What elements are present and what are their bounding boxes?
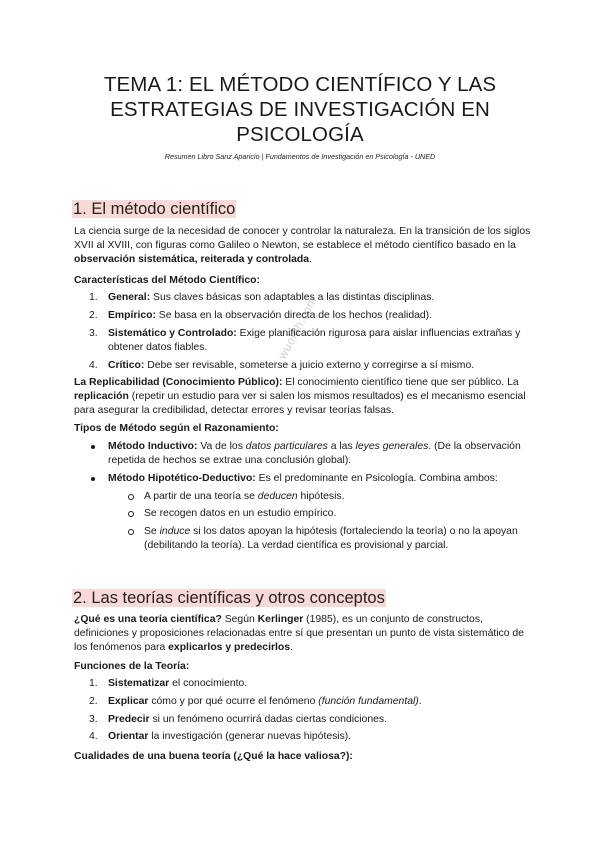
- list-number: 1.: [89, 678, 98, 690]
- list-item: [74, 472, 534, 486]
- list-item: [74, 490, 534, 504]
- list-item: [74, 440, 534, 468]
- list-item: [74, 309, 534, 323]
- list-item: [74, 525, 534, 553]
- section-1-heading: [72, 199, 236, 219]
- deductive-text: Es el predominante en Psicología. Combina ambos:: [255, 473, 498, 485]
- replicability-bold: replicación: [74, 391, 129, 403]
- section-2-heading-text: 2. Las teorías científicas y otros conceptos: [73, 589, 385, 607]
- list-text: Sus claves básicas son adaptables a las distintas disciplinas.: [150, 292, 435, 304]
- list-number: 1.: [89, 292, 98, 304]
- document-title: [60, 72, 540, 147]
- title-line-1: TEMA 1: EL MÉTODO CIENTÍFICO Y LAS: [103, 73, 497, 96]
- list-text: cómo y por qué ocurre el fenómeno: [148, 696, 319, 708]
- intro-end: .: [309, 254, 312, 266]
- list-term: Empírico:: [108, 310, 156, 322]
- list-number: 3.: [89, 327, 98, 339]
- replicability-text-2: (repetir un estudio para ver si salen los mismos resultados) es el mecanismo esencial para asegurar la credibilidad, detectar errores y revisar teorías falsas.: [74, 391, 526, 417]
- deductive-steps-list: [74, 490, 534, 554]
- circle-bullet-icon: [128, 511, 134, 517]
- inductive-italic-1: datos particulares: [245, 441, 328, 453]
- bullet-icon: [91, 477, 95, 481]
- theory-bold-1: Kerlinger: [257, 614, 304, 625]
- replicability-paragraph: [74, 376, 534, 419]
- step-italic: deducen: [257, 490, 298, 502]
- step-text: Se recogen datos en un estudio empírico.: [144, 508, 337, 520]
- theory-bold-2: explicarlos y predecirlos: [168, 642, 291, 654]
- inductive-text-1: Va de los: [197, 441, 246, 453]
- section-1-body: [74, 225, 534, 554]
- theory-definition-paragraph: [74, 613, 534, 656]
- characteristics-list: [74, 291, 534, 373]
- list-text: Exige planificación rigurosa para aislar influencias extrañas y obtener datos fiables.: [108, 327, 521, 353]
- list-term: Predecir: [108, 713, 150, 725]
- list-text-end: .: [418, 696, 422, 708]
- step-text: Se: [144, 526, 160, 538]
- list-term: Sistematizar: [108, 678, 170, 690]
- characteristics-heading: [74, 274, 534, 288]
- inductive-text-3: . (De la observación repetida de hechos se extrae una conclusión global).: [108, 441, 521, 467]
- title-line-3: PSICOLOGÍA: [236, 123, 364, 146]
- document-subtitle: Resumen Libro Sanz Aparicio | Fundamentos de Investigación en Psicología - UNED: [164, 152, 436, 161]
- section-2-body: [74, 613, 534, 764]
- method-types-heading: [74, 422, 534, 436]
- list-item: [74, 291, 534, 305]
- theory-text-2: (1985), es un conjunto de constructos, definiciones y proposiciones relacionadas entre sí que presentan un punto de vista sistemático de los fenómenos para: [74, 614, 524, 654]
- list-item: [74, 507, 534, 521]
- inductive-text-2: a las: [327, 441, 356, 453]
- list-number: 2.: [89, 696, 98, 708]
- list-number: 2.: [89, 310, 98, 322]
- list-term: Explicar: [108, 696, 149, 708]
- inductive-italic-2: leyes generales: [355, 441, 429, 453]
- list-text: si un fenómeno ocurrirá dadas ciertas condiciones.: [149, 713, 387, 725]
- step-text: hipótesis.: [297, 490, 345, 502]
- list-text: Debe ser revisable, someterse a juicio externo y corregirse a sí mismo.: [144, 359, 475, 371]
- bullet-icon: [91, 445, 95, 449]
- list-term: Orientar: [108, 731, 149, 743]
- title-line-2: ESTRATEGIAS DE INVESTIGACIÓN EN: [110, 98, 490, 121]
- step-italic: induce: [159, 526, 191, 538]
- characteristics-heading-text: Características del Método Científico:: [74, 274, 260, 286]
- theory-text-3: .: [290, 642, 293, 654]
- qualities-heading: [74, 750, 534, 764]
- list-term: Crítico:: [108, 359, 145, 371]
- intro-bold: observación sistemática, reiterada y controlada: [74, 254, 310, 266]
- functions-list: [74, 677, 534, 744]
- step-text: A partir de una teoría se: [144, 490, 258, 502]
- list-item: [74, 713, 534, 727]
- list-term: General:: [108, 292, 151, 304]
- inductive-term: Método Inductivo:: [108, 441, 198, 453]
- list-item: [74, 730, 534, 744]
- functions-heading-text: Funciones de la Teoría:: [74, 660, 190, 672]
- circle-bullet-icon: [128, 494, 134, 500]
- list-number: 4.: [89, 731, 98, 743]
- replicability-text-1: El conocimiento científico tiene que ser público. La: [282, 376, 519, 388]
- list-text: el conocimiento.: [169, 678, 248, 690]
- list-item: [74, 677, 534, 691]
- theory-text-1: Según: [221, 614, 258, 625]
- circle-bullet-icon: [128, 529, 134, 535]
- list-number: 4.: [89, 359, 98, 371]
- intro-text: La ciencia surge de la necesidad de conocer y controlar la naturaleza. En la transición de los siglos XVII al XVIII, con figuras como Galileo o Newton, se establece el método científico basado en la: [74, 226, 531, 252]
- intro-paragraph: [74, 225, 534, 268]
- list-italic: (función fundamental): [318, 696, 419, 708]
- step-text: si los datos apoyan la hipótesis (fortaleciendo la teoría) o no la apoyan (debilitando la teoría). La verdad científica es provisional y parcial.: [144, 526, 518, 552]
- list-item: [74, 359, 534, 373]
- section-2-heading: [72, 588, 386, 608]
- list-item: [74, 327, 534, 355]
- method-types-list: [74, 440, 534, 486]
- list-text: Se basa en la observación directa de los hechos (realidad).: [155, 310, 433, 322]
- deductive-term: Método Hipotético-Deductivo:: [108, 473, 256, 485]
- functions-heading: [74, 660, 534, 674]
- replicability-term: La Replicabilidad (Conocimiento Público):: [74, 376, 283, 388]
- list-text: la investigación (generar nuevas hipótesis).: [148, 731, 352, 743]
- list-item: [74, 695, 534, 709]
- watermark: wuolah.com: [275, 294, 320, 362]
- qualities-heading-text: Cualidades de una buena teoría (¿Qué la hace valiosa?):: [74, 750, 353, 762]
- theory-question: ¿Qué es una teoría científica?: [74, 614, 222, 625]
- section-1-heading-text: 1. El método científico: [73, 200, 236, 218]
- list-number: 3.: [89, 713, 98, 725]
- list-term: Sistemático y Controlado:: [108, 327, 237, 339]
- method-types-heading-text: Tipos de Método según el Razonamiento:: [74, 423, 279, 435]
